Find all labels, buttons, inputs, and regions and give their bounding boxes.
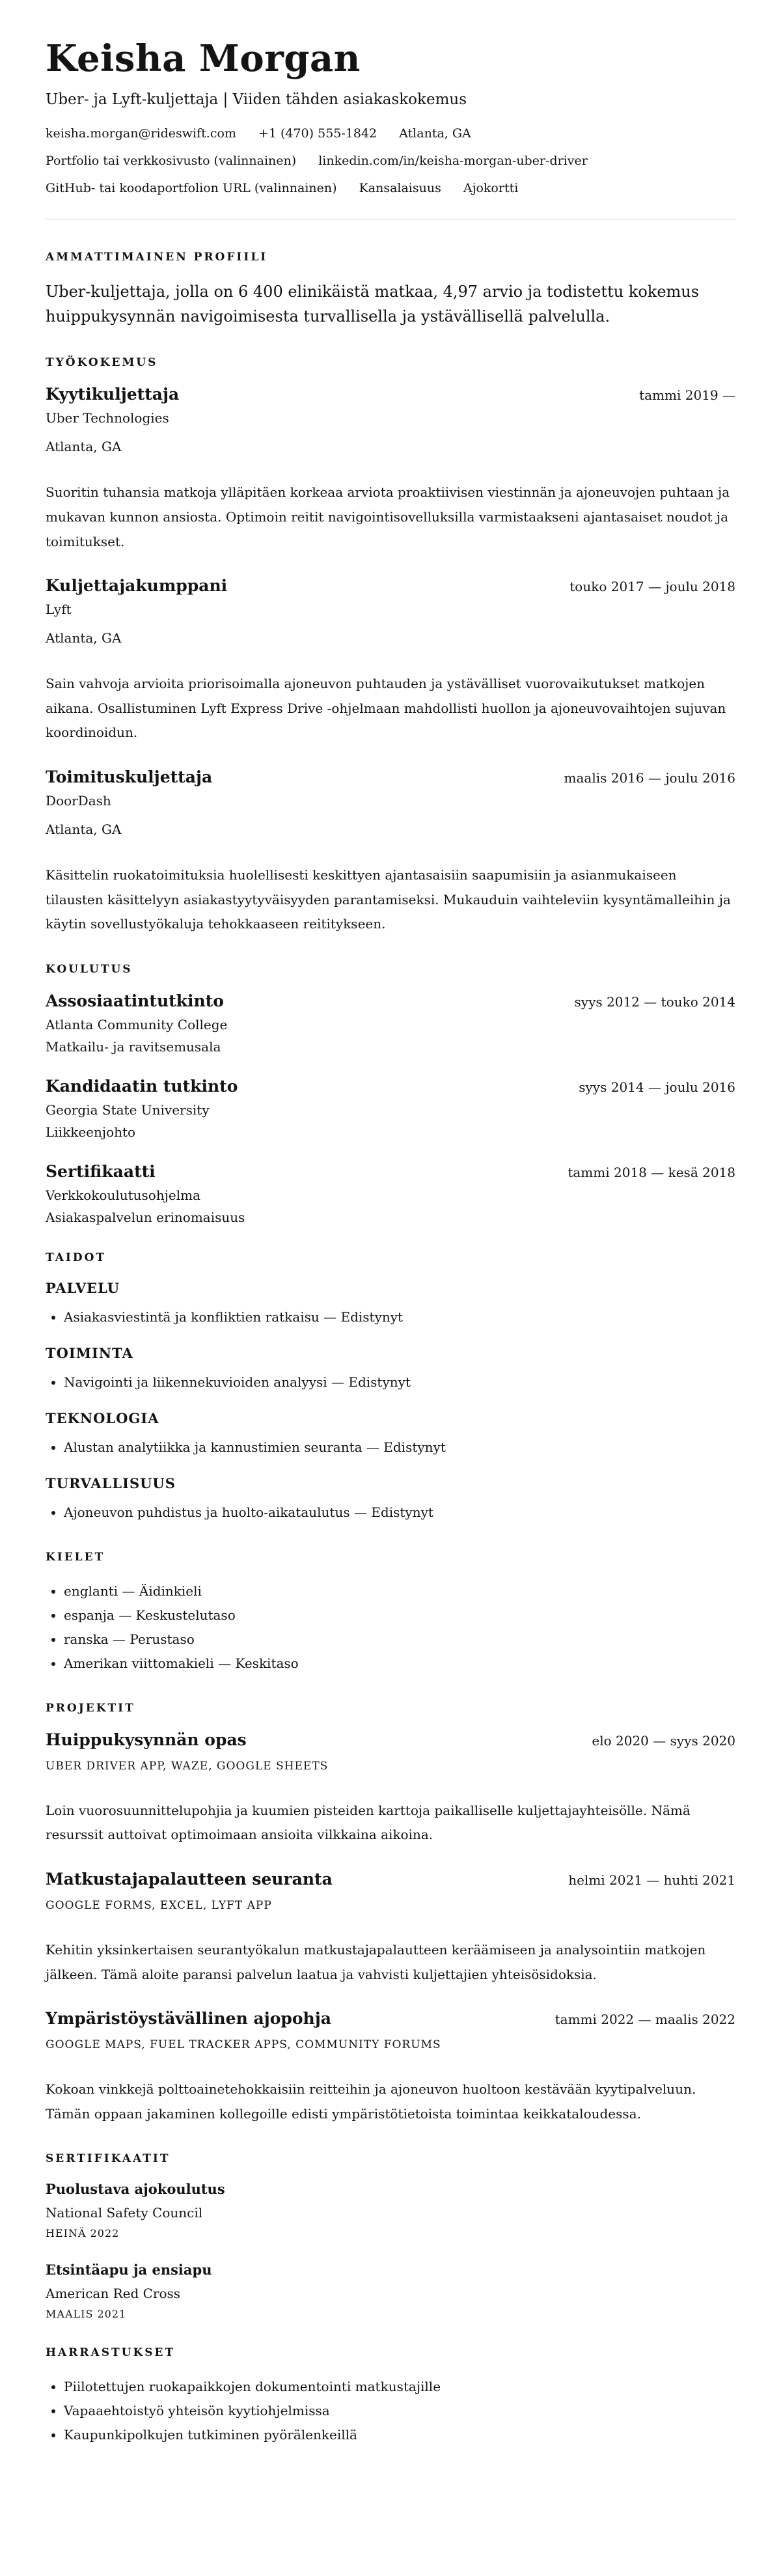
profile-section-title: AMMATTIMAINEN PROFIILI <box>46 250 268 264</box>
project-entry <box>46 1730 735 1848</box>
language-item: • ranska — Perustaso <box>64 1627 735 1652</box>
project-description: Kehitin yksinkertaisen seurantyökalun matkustajapalautteen keräämiseen ja analysointiin matkojen jälkeen. Tämä aloite paransi palvelun laatua ja vahvisti kuljettajien yhteisösidoksia. <box>46 1941 706 1982</box>
skill-category: TOIMINTA <box>46 1344 133 1361</box>
experience-section <box>46 356 735 936</box>
job-date: maalis 2016 — joulu 2016 <box>564 769 735 786</box>
job-date: touko 2017 — joulu 2018 <box>569 579 735 595</box>
skill-list <box>46 1435 735 1460</box>
skills-section <box>46 1251 735 1525</box>
skill-list <box>46 1305 735 1329</box>
certification-issuer: American Red Cross <box>46 2286 181 2302</box>
portfolio-link[interactable]: Portfolio tai verkkosivusto (valinnainen) <box>46 153 297 168</box>
hobby-list <box>46 2375 735 2447</box>
linkedin-link[interactable]: linkedin.com/in/keisha-morgan-uber-driver <box>318 153 588 168</box>
skills-section-title: TAIDOT <box>46 1251 107 1264</box>
experience-entry <box>46 768 735 937</box>
job-location: Atlanta, GA <box>46 821 122 837</box>
projects-section-title: PROJEKTIT <box>46 1701 135 1715</box>
degree-date: syys 2012 — touko 2014 <box>574 993 735 1010</box>
skill-item: • Alustan analytiikka ja kannustimien seuranta — Edistynyt <box>64 1435 735 1460</box>
drivers-license-text: Ajokortti <box>463 180 519 195</box>
job-description: Sain vahvoja arvioita priorisoimalla ajoneuvon puhtauden ja ystävälliset vuorovaikutukset matkojen aikana. Osallistuminen Lyft Express Drive -ohjelmaan mahdollisti huollon ja ajoneuvovaihtojen sujuvan koordinoidun. <box>46 676 726 741</box>
skill-list <box>46 1501 735 1525</box>
project-tools: GOOGLE MAPS, FUEL TRACKER APPS, COMMUNITY FORUMS <box>46 2038 441 2052</box>
hobby-item: • Kaupunkipolkujen tutkiminen pyörälenkeillä <box>64 2423 735 2447</box>
education-section <box>46 963 735 1225</box>
hobby-item: • Piilotettujen ruokapaikkojen dokumentointi matkustajille <box>64 2375 735 2399</box>
education-entry <box>46 991 735 1055</box>
contact-row-1 <box>46 126 735 141</box>
study-field: Liikkeenjohto <box>46 1124 136 1140</box>
skill-item: • Navigointi ja liikennekuvioiden analyysi — Edistynyt <box>64 1370 735 1394</box>
certification-name: Puolustava ajokoulutus <box>46 2181 225 2198</box>
project-tools: GOOGLE FORMS, EXCEL, LYFT APP <box>46 1898 272 1912</box>
project-description: Loin vuorosuunnittelupohjia ja kuumien pisteiden karttoja paikalliselle kuljettajayhteisölle. Nämä resurssit auttoivat optimoimaan ansioita vilkkaina aikoina. <box>46 1802 691 1843</box>
certifications-section <box>46 2152 735 2320</box>
profile-summary: Uber-kuljettaja, jolla on 6 400 elinikäistä matkaa, 4,97 arvio ja todistettu kokemus huippukysynnän navigoimisesta turvallisella ja ystävällisellä palvelulla. <box>46 282 700 325</box>
education-entry <box>46 1077 735 1140</box>
project-name: Ympäristöystävällinen ajopohja <box>46 2009 331 2029</box>
job-location: Atlanta, GA <box>46 439 122 455</box>
language-item: • Amerikan viittomakieli — Keskitaso <box>64 1652 735 1676</box>
hobbies-section <box>46 2346 735 2447</box>
hobby-item: • Vapaaehtoistyö yhteisön kyytiohjelmissa <box>64 2399 735 2423</box>
github-link[interactable]: GitHub- tai koodaportfolion URL (valinnainen) <box>46 180 337 195</box>
degree-title: Assosiaatintutkinto <box>46 991 224 1010</box>
language-item: • espanja — Keskustelutaso <box>64 1603 735 1627</box>
skill-category: TURVALLISUUS <box>46 1475 176 1491</box>
experience-entry <box>46 576 735 745</box>
project-description: Kokoan vinkkejä polttoainetehokkaisiin reitteihin ja ajoneuvon huoltoon kestävään kyytipalveluun. Tämän oppaan jakaminen kollegoille edisti ympäristötietoista toimintaa keikkataloudessa. <box>46 2081 696 2122</box>
degree-date: tammi 2018 — kesä 2018 <box>568 1164 735 1180</box>
project-date: helmi 2021 — huhti 2021 <box>568 1872 735 1888</box>
project-date: tammi 2022 — maalis 2022 <box>555 2012 735 2028</box>
job-location: Atlanta, GA <box>46 630 122 646</box>
job-company: DoorDash <box>46 792 111 809</box>
contact-row-2 <box>46 154 735 168</box>
school-name: Verkkokoulutusohjelma <box>46 1187 201 1203</box>
project-tools: UBER DRIVER APP, WAZE, GOOGLE SHEETS <box>46 1759 329 1773</box>
skill-category: PALVELU <box>46 1279 120 1296</box>
job-company: Lyft <box>46 602 72 618</box>
candidate-headline: Uber- ja Lyft-kuljettaja | Viiden tähden asiakaskokemus <box>46 90 467 108</box>
degree-date: syys 2014 — joulu 2016 <box>579 1079 735 1095</box>
degree-title: Kandidaatin tutkinto <box>46 1076 238 1096</box>
candidate-name: Keisha Morgan <box>46 37 361 80</box>
experience-entry <box>46 385 735 554</box>
certification-issuer: National Safety Council <box>46 2205 203 2221</box>
study-field: Matkailu- ja ravitsemusala <box>46 1038 221 1055</box>
job-title: Toimituskuljettaja <box>46 767 213 786</box>
certification-name: Etsintäapu ja ensiapu <box>46 2262 212 2278</box>
citizenship-text: Kansalaisuus <box>359 180 441 195</box>
experience-section-title: TYÖKOKEMUS <box>46 356 158 370</box>
phone-link[interactable]: +1 (470) 555-1842 <box>258 126 377 141</box>
projects-section <box>46 1702 735 2127</box>
email-link[interactable]: keisha.morgan@rideswift.com <box>46 126 236 141</box>
certifications-section-title: SERTIFIKAATIT <box>46 2152 171 2166</box>
project-entry <box>46 2009 735 2126</box>
project-entry <box>46 1870 735 1987</box>
school-name: Georgia State University <box>46 1101 210 1118</box>
location-text: Atlanta, GA <box>399 126 471 141</box>
job-title: Kyytikuljettaja <box>46 385 180 404</box>
language-list <box>46 1579 735 1676</box>
job-description: Käsittelin ruokatoimituksia huolellisesti keskittyen ajantasaisiin saapumisiin ja asianmukaiseen tilausten käsittelyyn asiakastyytyväisyyden parantamiseksi. Mukauduin vaihteleviin kysyntämalleihin ja käytin sovellustyökaluja tehokkaaseen reititykseen. <box>46 866 731 932</box>
school-name: Atlanta Community College <box>46 1016 228 1032</box>
skill-item: • Ajoneuvon puhdistus ja huolto-aikataulutus — Edistynyt <box>64 1501 735 1525</box>
job-date: tammi 2019 — <box>639 387 735 404</box>
languages-section <box>46 1551 735 1676</box>
skill-item: • Asiakasviestintä ja konfliktien ratkaisu — Edistynyt <box>64 1305 735 1329</box>
hobbies-section-title: HARRASTUKSET <box>46 2346 176 2360</box>
languages-section-title: KIELET <box>46 1550 105 1564</box>
skill-list <box>46 1370 735 1394</box>
degree-title: Sertifikaatti <box>46 1161 156 1181</box>
language-item: • englanti — Äidinkieli <box>64 1579 735 1603</box>
skill-category: TEKNOLOGIA <box>46 1409 159 1426</box>
job-description: Suoritin tuhansia matkoja ylläpitäen korkeaa arviota proaktiivisen viestinnän ja ajoneuvojen puhtaan ja mukavan kunnon ansiosta. Optimoin reitit navigointisovelluksilla varmistaakseni ajantasaiset noudot ja toimitukset. <box>46 484 730 549</box>
education-entry <box>46 1162 735 1225</box>
study-field: Asiakaspalvelun erinomaisuus <box>46 1209 245 1225</box>
project-name: Matkustajapalautteen seuranta <box>46 1869 333 1889</box>
certification-date: MAALIS 2021 <box>46 2308 127 2321</box>
certification-date: HEINÄ 2022 <box>46 2227 120 2240</box>
job-title: Kuljettajakumppani <box>46 576 228 596</box>
project-name: Huippukysynnän opas <box>46 1730 247 1749</box>
job-company: Uber Technologies <box>46 410 169 426</box>
contact-row-3 <box>46 181 735 195</box>
project-date: elo 2020 — syys 2020 <box>592 1732 735 1749</box>
education-section-title: KOULUTUS <box>46 962 133 976</box>
